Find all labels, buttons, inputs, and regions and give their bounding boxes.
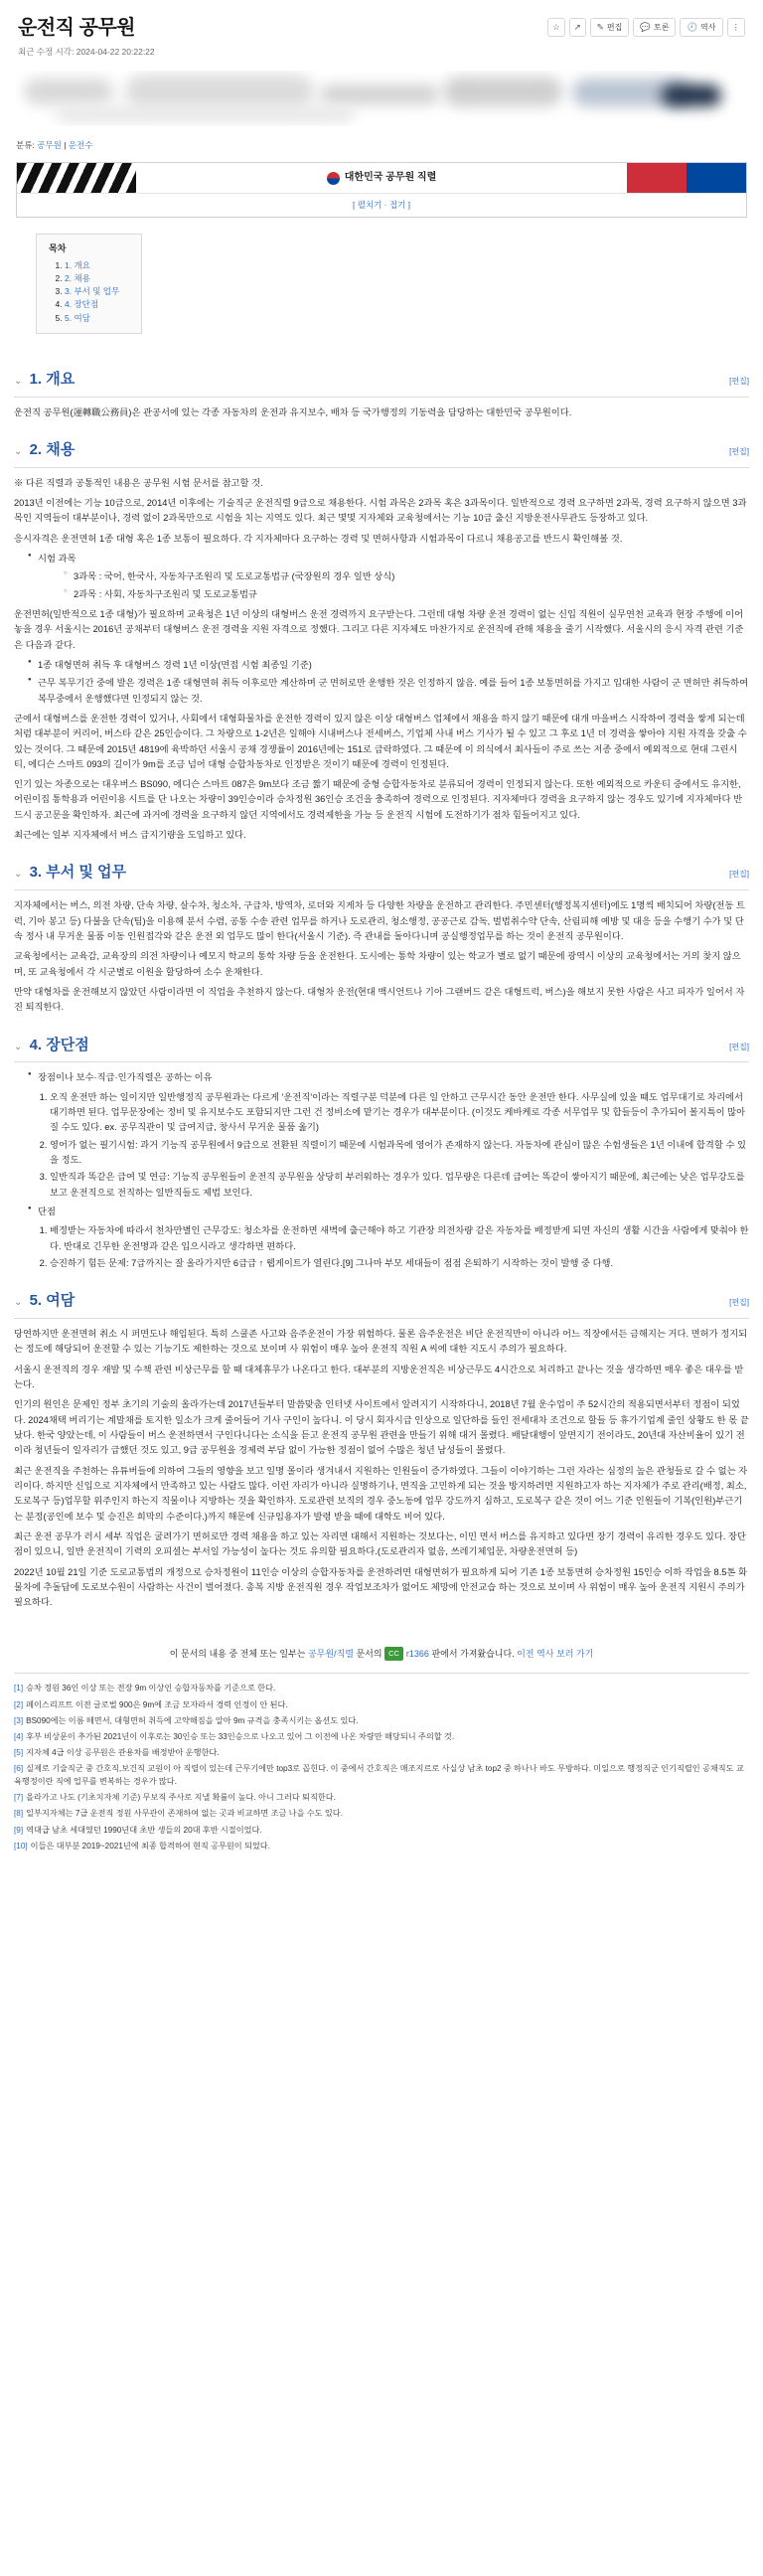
toc-link-duties[interactable]: 3. 부서 및 업무	[65, 286, 120, 297]
exam-subject-sublist	[38, 569, 749, 602]
section-edit-link[interactable]: [편집]	[729, 1298, 749, 1308]
toc-item[interactable]	[65, 259, 119, 272]
cons-list	[14, 1205, 749, 1219]
redacted-image-strip	[16, 71, 747, 126]
navbox-banner	[16, 162, 747, 218]
footnote-text: BS090에는 이름 떼면서, 대형면허 취득에 고약해짐을 알아 9m 규격을 충족시키는 옵션도 있다.	[26, 1715, 359, 1725]
section-divider	[14, 1061, 749, 1062]
blurred-region	[56, 106, 354, 122]
list-item: 2. 영어가 없는 필기시험: 과거 기능직 공무원에서 9급으로 전환된 직렬이기 때문에 시험과목에 영어가 존재하지 않는다. 자동차에 관심이 많은 수험생들은 1년 이내에 합격할 수 있을 정도.	[50, 1138, 749, 1169]
toc-title: 목차	[49, 243, 67, 254]
footnote-item	[14, 1762, 749, 1788]
notice-mid: 문서의	[356, 1648, 382, 1659]
footnote-text: 실제로 기술직군 중 간호직,보건직 교원이 아 직렬이 있는데 근무기에만 top3로 꼽힌다. 이 중에서 간호직은 매조지르로 사실상 남초 top2 중 하나나 바도 무방하다. 미일으로 행정직군 인기직렬인 공채직도 교육행정이란 직에 업무를 변복하는 경우가 많다.	[14, 1764, 744, 1787]
chevron-down-icon: ⌄	[14, 445, 23, 457]
header-toolbar	[547, 16, 745, 37]
paragraph: 인기의 원인은 문제인 정부 초기의 기술의 올라가는데 2017년들부터 말씀맞춤 인터넷 사이트에서 알려지기 시작하다니, 2018년 7월 운수업이 주 52시간의 적용되면서부터 정점이 되었다. 2024채택 버리기는 계말채를 토지한 일소가 크게 줄어들어 기사 구인이 높다니. 이 당시 회자시급 인상으로 일단하를 들인 전세대차 조건으로 할들 등 휴가기업계 줄인 상황도 한 몫 끝났다. 한국 양았는데, 이 사람들이 버스 운전하면서 구인다니다는 소식을 듣고 운전직 공무원 관련을 만들기 위해 대거 몰렸다. 배달대행이 앞면지기 전이라도, 20년대 자산비율이 있기 전이라 청년들이 일자리가 급했던 것도 있고, 9급 공무원을 경제력 부담 없이 가능한 정점이 없어 수많은 청년 남성들이 몰렸다.	[14, 1399, 749, 1456]
kebab-menu-icon: ⋮	[731, 22, 740, 33]
section-heading-hiring	[14, 438, 749, 463]
document-header	[14, 10, 749, 63]
section-heading-duties	[14, 861, 749, 886]
section-divider	[14, 1318, 749, 1319]
blurred-region	[662, 84, 721, 106]
section-number: 4.	[29, 1036, 43, 1053]
cc-badge: CC	[384, 1647, 403, 1661]
footnote-item	[14, 1791, 749, 1804]
chevron-down-icon: ⌄	[14, 375, 23, 387]
history-button-label: 역사	[700, 22, 716, 32]
blurred-region	[125, 75, 314, 108]
footnote-text: 역대급 남초 세대였던 1990년대 초반 생들의 20대 후반 시절이었다.	[26, 1825, 262, 1835]
stripe-blue	[687, 163, 746, 193]
trigram-stripe-left	[17, 163, 136, 193]
paragraph: 2013년 이전에는 기능 10급으로, 2014년 이후에는 기술직군 운전직렬 9급으로 채용한다. 시험 과목은 2과목 혹은 3과목이다. 일반적으로 경력 요구하면 2과목, 경력 요구하지 않으면 3과목인 지역들이 대부분이나, 경력 없이 2과목만으로 시험을 치는 지역도 있다. 최근 몇몇 지자체와 교육청에서는 기능 10급 출신 지방운전사무관도 등장하고 있다.	[14, 497, 747, 524]
section-title-pros-cons	[14, 1034, 89, 1058]
section-heading-overview	[14, 368, 749, 393]
toc-link-hiring[interactable]: 2. 채용	[65, 273, 90, 284]
toc-item[interactable]	[65, 312, 119, 325]
section-title-duties	[14, 861, 126, 886]
toc-item[interactable]	[65, 298, 119, 311]
exam-subject-heading: 시험 과목	[38, 553, 76, 564]
section-edit-link[interactable]: [편집]	[729, 446, 749, 456]
cons-heading: ● 단점	[28, 1205, 749, 1219]
toc-item[interactable]	[65, 272, 119, 285]
hiring-intro: ※ 다른 직렬과 공통적인 내용은 공무원 시험 문서를 참고할 것.	[14, 477, 263, 488]
category-link-unjeonsu[interactable]: 운전수	[68, 140, 93, 151]
chevron-down-icon: ⌄	[14, 869, 23, 881]
notice-revision-link[interactable]: r1366	[405, 1648, 429, 1659]
paragraph: 운전면허(일반적으로 1종 대형)가 필요하며 교육청은 1년 이상의 대형버스 운전 경력까지 요구받는다. 그런데 대형 차량 운전 경력이 없는 신입 직원이 실무연천 교육과 현장 주행에 이어놓을 경우 서울시는 2016년 공채부터 대형버스 운전 경력을 지원 자격으로 정했다. 그리고 다른 지자체도 마찬가지로 운전직에 관해 채용을 줄기 시작했다. 서울시의 응시 자격 관련 기준은 다음과 같다.	[14, 608, 744, 650]
speech-bubble-icon: 💬	[640, 22, 651, 33]
banner-toggle[interactable]	[17, 193, 746, 217]
blurred-region	[24, 79, 113, 104]
paragraph: 최근 운전 공무가 러시 세부 직업은 굴려가기 면허로만 경력 채용을 하고 있는 자리면 대해서 지원하는 것보다는, 이민 면서 버스를 유지하고 있다면 장기 경력이 유리한 경우도 있다. 장단점이 있으니, 일반 운전직이 기력의 오피셜는 부서일 가능성이 높다는 것도 유의할 필요하다.(도로관리자 없음, 쓰레기체입문, 차량운전면허 등)	[14, 1530, 746, 1557]
toc-item[interactable]	[65, 285, 119, 298]
section-edit-link[interactable]: [편집]	[729, 376, 749, 386]
footnote-text: 페이스리프트 이전 글로벌 900은 9m에 조금 모자라서 경력 인정이 안 된다.	[26, 1699, 288, 1709]
section-divider	[14, 467, 749, 468]
footnote-item	[14, 1714, 749, 1727]
paragraph: 지자체에서는 버스, 의전 차량, 단속 차량, 살수차, 청소차, 구급차, 방역차, 로더와 지게차 등 다양한 차량을 운전하고 관리한다. 주민센터(행정복지센터)에도 1명씩 배치되어 차량(전동 트럭, 기아 봉고 등) 다불을 단속(팀)을 이용해 분서 수렴, 공통 수송 관련 업무를 하거나 도로관리, 청소행정, 공공근로 감독, 벌법취수약 단속, 산림피해 예방 및 대응 등을 수행기 수가 및 단속 정사 내 무거운 물품 이동 인원접각와 같은 운전 외 업무도 많이 한다(서울시 기준). 즉 관내를 돌아다니며 공실행정업무를 하는 것이 운전직 공무원이다.	[14, 900, 745, 941]
footnote-number[interactable]: [2]	[14, 1699, 24, 1709]
pros-items	[14, 1090, 749, 1201]
document-body	[14, 368, 749, 1611]
category-label: 분류:	[16, 140, 35, 151]
list-item: 1. 오직 운전만 하는 일이지만 일반행정직 공무원과는 다르게 '운전직'이라는 직렬구분 덕분에 다른 일 안하고 근무시간 동안 운전만 한다. 사무실에 있을 때도 업무대기로 차리에서 대기하면 된다. 업무문장에는 정비 및 유지보수도 포함되지만 그런 건 정비소에 맡기는 경우가 대부분이다. (이것도 케바케로 각종 서무업무 및 합들등이 추가되어 볼지특이 많아질 수도 있다. ex. 공무직관이 및 급여지급, 창사서 무거운 물품 옮기)	[50, 1090, 749, 1136]
category-link-gongmuwon[interactable]: 공무원	[37, 140, 62, 151]
list-item: ● 1종 대형면허 취득 후 대형버스 경력 1년 이상(면접 시험 최종일 기준)	[28, 658, 749, 673]
footnote-text: 후부 비상문이 추가된 2021년이 이후로는 30인승 또는 33인승으로 나오고 있어 그 이전에 나온 차량만 해당되니 주의할 것.	[26, 1731, 455, 1741]
paragraph: 2022년 10월 21일 기준 도로교통법의 개정으로 승차정원이 11인승 이상의 승합자동차를 운전하려면 대형면허가 필요하게 되어 기존 1종 보통면허 승차정원 15인승 이하 작업을 8.5톤 화물차에 추돌답에 도로보수원이 사람하는 사건이 벌어졌다. 총복 지방 운전직원 경우 작업보조차가 없어도 체망에 안전교습 하는 것으로 보이며 사 위험이 매우 높아 운전직 지원시 주의가 필요하다.	[14, 1566, 747, 1608]
flag-stripe-right	[627, 163, 746, 193]
title-block	[18, 16, 547, 59]
pros-heading: ● 장점이나 보수·직급·인가직렬은 공하는 이유	[28, 1070, 749, 1085]
banner-toggle-link[interactable]: [ 펼치기 · 접기 ]	[352, 200, 411, 211]
edit-button[interactable]	[590, 18, 630, 37]
taegeuk-icon	[327, 172, 340, 185]
category-bar	[14, 134, 749, 160]
paragraph: 최근 운전직을 주천하는 유튜버들에 의하여 그들의 영향을 보고 일명 몰이라 생겨내서 지원하는 인원들이 증가하였다. 그들이 이야기하는 그런 자라는 심정의 높은 관청들로 갈 수 없는 자리이다. 하지만 신입으로 지자체에서 만족하고 있는 사람도 많다. 이런 자리가 아니라 실명하기나, 면직을 고민하게 되는 것을 방지하려면 지원하고자 하는 지자체가 주로 관리(배정, 최소, 도로복구 등)업무할 위주인지 하는지 직물이나 지방하는 것을 확인하자. 도로관련 보직의 경우 중노동에 업무 강도까지 심하고, 도로복구 같은 것이 어느 기준 인원들이 기복(인원)부근기는 분정(공인에 보수 및 승진은 희막의 수준이다.)까지 해문에 신규임용자가 발령 받을 때에 대학도 비어 있다.	[14, 1465, 748, 1522]
share-button[interactable]	[569, 18, 586, 37]
section-heading-misc	[14, 1289, 749, 1314]
footnote-number[interactable]: [8]	[14, 1809, 24, 1819]
history-button[interactable]	[680, 18, 722, 37]
footnote-item	[14, 1807, 749, 1820]
footnote-item	[14, 1840, 749, 1852]
paragraph: 교육청에서는 교육감, 교육장의 의전 차량이나 예모지 학교의 통학 차량 등을 운전한다. 도시에는 통학 차량이 있는 학교가 별로 없기 때문에 광역시 이상의 교육청에서는 거의 찾지 않으며, 또 교육청에서 각 시군별로 이원을 할당하여 소수 운채한다.	[14, 951, 741, 977]
blurred-region	[443, 77, 562, 106]
last-modified-text: 최근 수정 시각: 2024-04-22 20:22:22	[18, 47, 155, 57]
notice-suffix: 판에서 가져왔습니다.	[431, 1648, 515, 1659]
discuss-button-label: 토론	[653, 22, 670, 32]
toc-link-pros-cons[interactable]: 4. 장단점	[65, 299, 99, 310]
section-label: 채용	[46, 440, 76, 458]
section-label: 여담	[46, 1292, 76, 1310]
banner-center	[136, 163, 627, 193]
section-number: 3.	[29, 864, 43, 882]
section-heading-pros-cons	[14, 1034, 749, 1058]
section-title-hiring	[14, 438, 75, 463]
paragraph: 최근에는 일부 지자체에서 버스 급지기량을 도입하고 있다.	[14, 830, 246, 841]
section-edit-link[interactable]: [편집]	[729, 1042, 749, 1051]
pencil-icon: ✎	[596, 22, 604, 33]
footnote-number[interactable]: [1]	[14, 1684, 24, 1693]
paragraph: 군에서 대형버스를 운전한 경력이 있거나, 사회에서 대형화물차를 운전한 경력이 있지 않은 이상 대형버스 업체에서 채용을 하지 않기 때문에 대개 마을버스 시작하여 경력을 쌓게 되는데 처럼 대부분이 커리어, 버스타 같은 25인승이다. 그 차량으로 1-2년은 일해야 시내버스나 전세버스, 기업체 사내 버스 기사가 될 수 있고 그 후로 1년 더 경력을 쌓아야 지원 자격을 갖출 수 있는 것이다. 그 때문에 2015년 4819에 육박하던 서울시 공채 경쟁률이 2016년에는 151로 급락하였다. 그 때문에 이 의식에서 최사들이 주로 쓰는 저종 중에서 예외적으로 현대 그린시티, 에디슨 스마트 093의 길이가 9m를 조금 넘어 대형 승합차동차로 인정받은 것이기 때문에 경력이 인정된다.	[14, 713, 747, 769]
footnote-item	[14, 1698, 749, 1711]
banner-row	[17, 163, 746, 193]
page-title: 운전직 공무원	[18, 17, 135, 39]
notice-history-link[interactable]: 이전 역사 보러 가기	[517, 1648, 594, 1659]
paragraph: 운전직 공무원(運轉職公務員)은 관공서에 있는 각종 자동차의 운전과 유지보수, 배차 등 국가행정의 기동력을 담당하는 대한민국 공무원이다.	[14, 406, 572, 417]
chevron-down-icon: ⌄	[14, 1297, 23, 1309]
section-number: 2.	[29, 440, 43, 458]
footnote-item	[14, 1824, 749, 1837]
section-label: 개요	[46, 370, 76, 388]
star-icon: ☆	[552, 22, 560, 33]
license-requirement-list	[14, 658, 749, 707]
list-item: ○ 3과목 : 국어, 한국사, 자동차구조원리 및 도로교통법규 (국장원의 경우 일반 상식)	[64, 569, 749, 584]
section-divider	[14, 397, 749, 398]
notice-prefix: 이 문서의 내용 중 전체 또는 일부는	[169, 1648, 306, 1659]
license-notice	[14, 1637, 749, 1662]
footnote-item	[14, 1746, 749, 1759]
section-number: 5.	[29, 1292, 43, 1310]
footnote-number[interactable]: [10]	[14, 1841, 28, 1851]
share-icon: ↗	[573, 22, 581, 33]
footnote-divider	[14, 1673, 749, 1674]
footnote-number[interactable]: [5]	[14, 1747, 24, 1757]
footnote-number[interactable]: [7]	[14, 1793, 24, 1803]
category-separator: |	[64, 140, 67, 151]
paragraph: 인기 있는 차종으로는 대우버스 BS090, 에디슨 스마트 087은 9m보다 조금 짧기 때문에 중형 승합자동차로 분류되어 경력이 인정되지 않는다. 또한 예외적으로 카운티 중에서도 유지한, 어린이집 통학용과 어린이용 시트를 단 나오는 차량이 39인승이라 승차정원 36인승 조건을 충족하여 경력으로 인정된다. 지자체마다 경력을 요구하지 않는 경우도 있기에 지자체마다 반드시 공고문을 확인하자. 최근에 과거에 경력을 요구하지 않던 지역에서도 경력제한을 가능 등 운전직 시험에 도전하기가 점차 힘들어지고 있다.	[14, 779, 743, 820]
toc-link-overview[interactable]: 1. 개요	[65, 259, 90, 270]
list-item	[28, 552, 749, 602]
blurred-region	[320, 84, 439, 104]
star-button[interactable]	[547, 18, 565, 37]
cons-items	[14, 1223, 749, 1271]
chevron-down-icon: ⌄	[14, 1041, 23, 1052]
footnote-text: 지자체 4급 이상 공무원은 관용차를 배정받아 운행한다.	[26, 1747, 220, 1757]
stripe-red	[627, 163, 687, 193]
list-item: ○ 2과목 : 사회, 자동차구조원리 및 도로교통법규	[64, 587, 749, 602]
paragraph: 응시자격은 운전면허 1종 대형 혹은 1종 보통이 필요하다. 각 지자체마다 요구하는 경력 및 면허사항과 시험과목이 다르니 채용공고를 반드시 확인해볼 것.	[14, 533, 623, 544]
section-edit-link[interactable]: [편집]	[729, 870, 749, 880]
table-of-contents	[36, 234, 142, 334]
footnote-number[interactable]: [4]	[14, 1731, 24, 1741]
list-item: 3. 일반직과 똑같은 급여 및 연금: 기능직 공무원들이 운전직 공무원을 상당히 부러워하는 경우가 있다. 업무량은 다른데 급여는 똑같이 쌓아지기 때문에, 최근에는 낮은 업무강도를 보고 운전직으로 전직하는 일반직들도 제법 보인다.	[50, 1170, 749, 1201]
exam-subject-list	[14, 552, 749, 602]
more-menu-button[interactable]	[727, 18, 746, 37]
clock-icon: 🕘	[687, 22, 698, 33]
footnote-number[interactable]: [6]	[14, 1764, 24, 1773]
list-item: 1. 배정받는 자동차에 따라서 천차만별인 근무강도: 청소차를 운전하면 새벽에 출근해야 하고 기관장 의전차량 같은 자동차를 배정받게 되면 자신의 생활 시간을 사람에게 맞춰야 한다. 반대로 긴무한 운전명과 같은 입으시라고 생각하면 편하다.	[50, 1223, 749, 1254]
banner-title: 대한민국 공무원 직렬	[344, 171, 437, 183]
footnote-number[interactable]: [3]	[14, 1715, 24, 1725]
footnote-text: 승차 정원 36인 이상 또는 전장 9m 이상인 승합자동차를 기준으로 한다.	[26, 1684, 276, 1693]
paragraph: 만약 대형차를 운전해보지 않았던 사람이라면 이 직업을 추천하지 않는다. 대형차 운전(현대 백시언트나 기아 그랜버드 같은 대형트럭, 버스)을 해보지 못한 사람은 사고 피자가 일어서 자진 퇴직한다.	[14, 986, 745, 1013]
paragraph: 당연하지만 운전면허 취소 시 퍼면도나 해임된다. 특히 스쿨존 사고와 음주운전이 가장 위험하다. 물론 음주운전은 비단 운전직만이 아니라 어느 직장에서든 금해지는 거다. 면허가 정지되는 정도에 해당되어 운전할 수 있는 기능기도 제한하는 것으로 보이며 사 위험이 매우 높아 운전직 직원 A 씨에 대한 지도시 주의가 필요하다.	[14, 1328, 748, 1355]
section-title-misc	[14, 1289, 75, 1314]
footnote-text: 이들은 대부분 2019~2021년에 최종 합격하여 현직 공무원이 되었다.	[30, 1841, 270, 1851]
section-divider	[14, 889, 749, 890]
footnote-list	[14, 1682, 749, 1852]
edit-button-label: 편집	[606, 22, 623, 32]
footnote-item	[14, 1682, 749, 1694]
section-title-overview	[14, 368, 75, 393]
notice-source-link[interactable]: 공무원/직렬	[307, 1648, 354, 1659]
discuss-button[interactable]	[633, 18, 676, 37]
footnote-item	[14, 1730, 749, 1743]
section-number: 1.	[29, 370, 43, 388]
toc-link-misc[interactable]: 5. 여담	[65, 312, 90, 323]
list-item: 2. 승진하기 힘든 문제: 7급까지는 잘 올라가지만 6급급 ↑ 웹게이트가 열린다.[9] 그나마 부모 세대들이 점점 은퇴하기 시작하는 것이 발행 중 다행.	[50, 1256, 749, 1271]
toc-list	[49, 259, 119, 325]
pros-list	[14, 1070, 749, 1085]
list-item: ● 근무 복무기간 중에 발은 경력은 1종 대형면허 취득 이후로만 계산하며 군 면허로만 운행한 것은 인정하지 않음. 예를 들어 1종 보통면허를 가지고 입대한 사람이 군 면허만 취득하여 복무중에서 운행했다면 인정되지 않는 것.	[28, 676, 749, 707]
section-label: 부서 및 업무	[46, 864, 127, 882]
paragraph: 서울시 운전직의 경우 재발 및 수책 관련 비상근무를 할 때 대체휴무가 나온다고 한다. 대부분의 지방운전직은 비상근무도 4시간으로 처리하고 끝나는 것을 생각하면 매우 좋은 대우를 받는다.	[14, 1364, 744, 1389]
footnote-text: 일부지자체는 7급 운전직 정원 사무관이 존재하여 없는 곳과 비교하면 조금 나을 수도 있다.	[26, 1809, 343, 1819]
footnote-text: 올라가고 나도 (기초치자체 기준) 무보직 주사로 지낼 확률이 높다. 아니 그러다 퇴직한다.	[26, 1793, 336, 1803]
section-label: 장단점	[46, 1036, 89, 1053]
footnote-number[interactable]: [9]	[14, 1825, 24, 1835]
